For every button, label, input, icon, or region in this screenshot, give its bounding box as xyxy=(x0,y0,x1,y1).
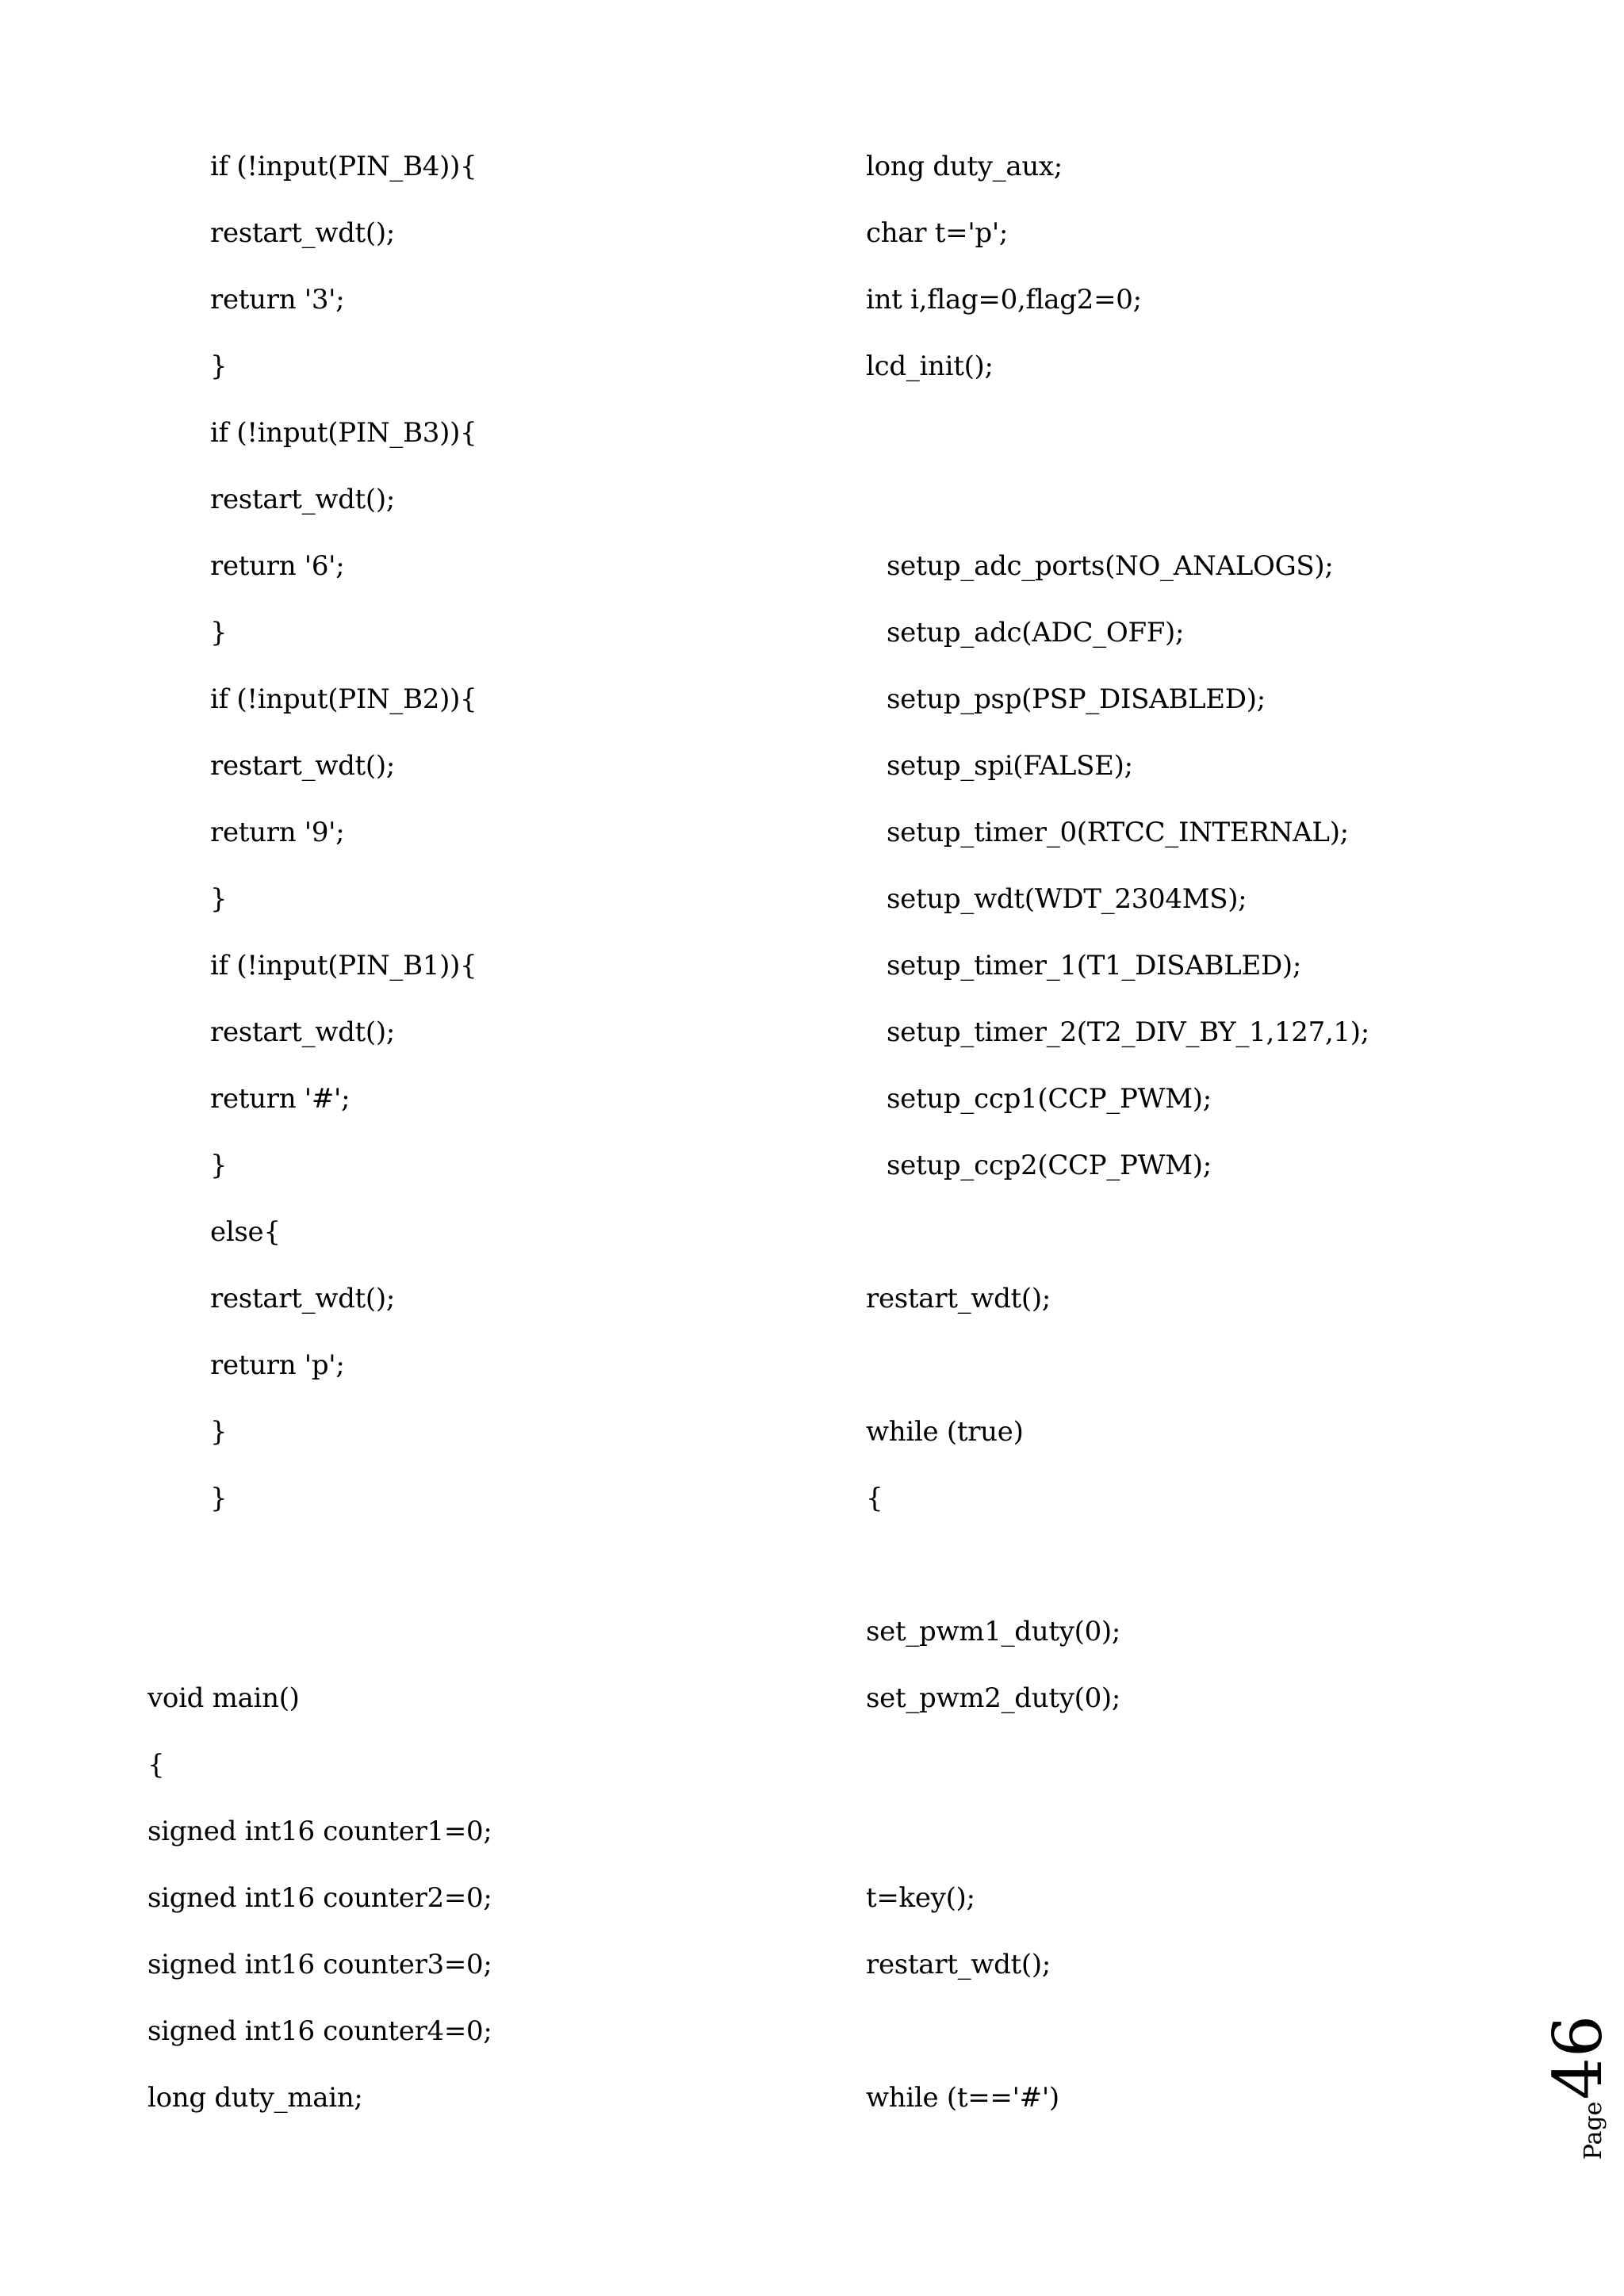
code-line: } xyxy=(210,1483,228,1514)
code-line: set_pwm1_duty(0); xyxy=(866,1616,1121,1647)
code-line: return '6'; xyxy=(210,550,345,582)
code-line: set_pwm2_duty(0); xyxy=(866,1682,1121,1714)
code-line: if (!input(PIN_B3)){ xyxy=(210,417,477,449)
code-line: signed int16 counter3=0; xyxy=(147,1949,492,1980)
code-line: } xyxy=(210,1416,228,1448)
code-line: setup_timer_0(RTCC_INTERNAL); xyxy=(887,817,1349,848)
code-line: while (true) xyxy=(866,1416,1024,1448)
code-line: setup_wdt(WDT_2304MS); xyxy=(887,883,1247,915)
code-line xyxy=(0,1532,793,1598)
code-line: } xyxy=(210,1150,228,1181)
code-line: setup_adc_ports(NO_ANALOGS); xyxy=(887,550,1334,582)
code-line: if (!input(PIN_B2)){ xyxy=(210,683,477,715)
page-label: Page xyxy=(1580,2101,1607,2160)
code-line: { xyxy=(147,1749,165,1781)
code-line xyxy=(866,1532,1580,1598)
code-line xyxy=(866,1998,1580,2064)
code-line: long duty_main; xyxy=(147,2082,363,2114)
code-line: restart_wdt(); xyxy=(866,1949,1051,1980)
page-number-block xyxy=(1534,2004,1622,2171)
code-line: } xyxy=(210,883,228,915)
code-line: signed int16 counter4=0; xyxy=(147,2015,492,2047)
code-line: return '#'; xyxy=(210,1083,350,1115)
code-line: restart_wdt(); xyxy=(210,1016,395,1048)
code-line: char t='p'; xyxy=(866,217,1009,249)
code-line: signed int16 counter2=0; xyxy=(147,1882,492,1914)
code-line: return 'p'; xyxy=(210,1349,345,1381)
code-line: } xyxy=(210,617,228,649)
code-line xyxy=(866,1798,1580,1865)
code-line: setup_timer_2(T2_DIV_BY_1,127,1); xyxy=(887,1016,1369,1048)
code-line: if (!input(PIN_B1)){ xyxy=(210,950,477,982)
code-line xyxy=(866,1199,1580,1265)
code-line xyxy=(866,466,1580,533)
code-line: { xyxy=(866,1483,883,1514)
code-line: setup_ccp2(CCP_PWM); xyxy=(887,1150,1212,1181)
code-line: restart_wdt(); xyxy=(866,1283,1051,1314)
code-line: restart_wdt(); xyxy=(210,217,395,249)
code-line: int i,flag=0,flag2=0; xyxy=(866,284,1142,316)
left-code-column xyxy=(0,133,793,2131)
code-line: setup_ccp1(CCP_PWM); xyxy=(887,1083,1212,1115)
code-line: return '9'; xyxy=(210,817,345,848)
code-line: restart_wdt(); xyxy=(210,1283,395,1314)
code-line: restart_wdt(); xyxy=(210,750,395,782)
code-line: return '3'; xyxy=(210,284,345,316)
code-line: lcd_init(); xyxy=(866,350,994,382)
code-line: } xyxy=(210,350,228,382)
code-line: if (!input(PIN_B4)){ xyxy=(210,151,477,182)
right-code-column xyxy=(866,133,1580,2131)
page-number: 46 xyxy=(1539,2015,1617,2100)
code-line xyxy=(866,1332,1580,1399)
code-line: while (t=='#') xyxy=(866,2082,1059,2114)
code-line: restart_wdt(); xyxy=(210,484,395,515)
code-line xyxy=(866,400,1580,466)
code-line: setup_timer_1(T1_DISABLED); xyxy=(887,950,1302,982)
code-line: signed int16 counter1=0; xyxy=(147,1816,492,1847)
code-line: else{ xyxy=(210,1216,281,1248)
code-line xyxy=(0,1598,793,1665)
code-line xyxy=(866,1732,1580,1798)
code-line: setup_spi(FALSE); xyxy=(887,750,1133,782)
code-line: void main() xyxy=(147,1682,300,1714)
code-line: setup_adc(ADC_OFF); xyxy=(887,617,1185,649)
code-line: t=key(); xyxy=(866,1882,975,1914)
code-line: setup_psp(PSP_DISABLED); xyxy=(887,683,1266,715)
code-line: long duty_aux; xyxy=(866,151,1063,182)
